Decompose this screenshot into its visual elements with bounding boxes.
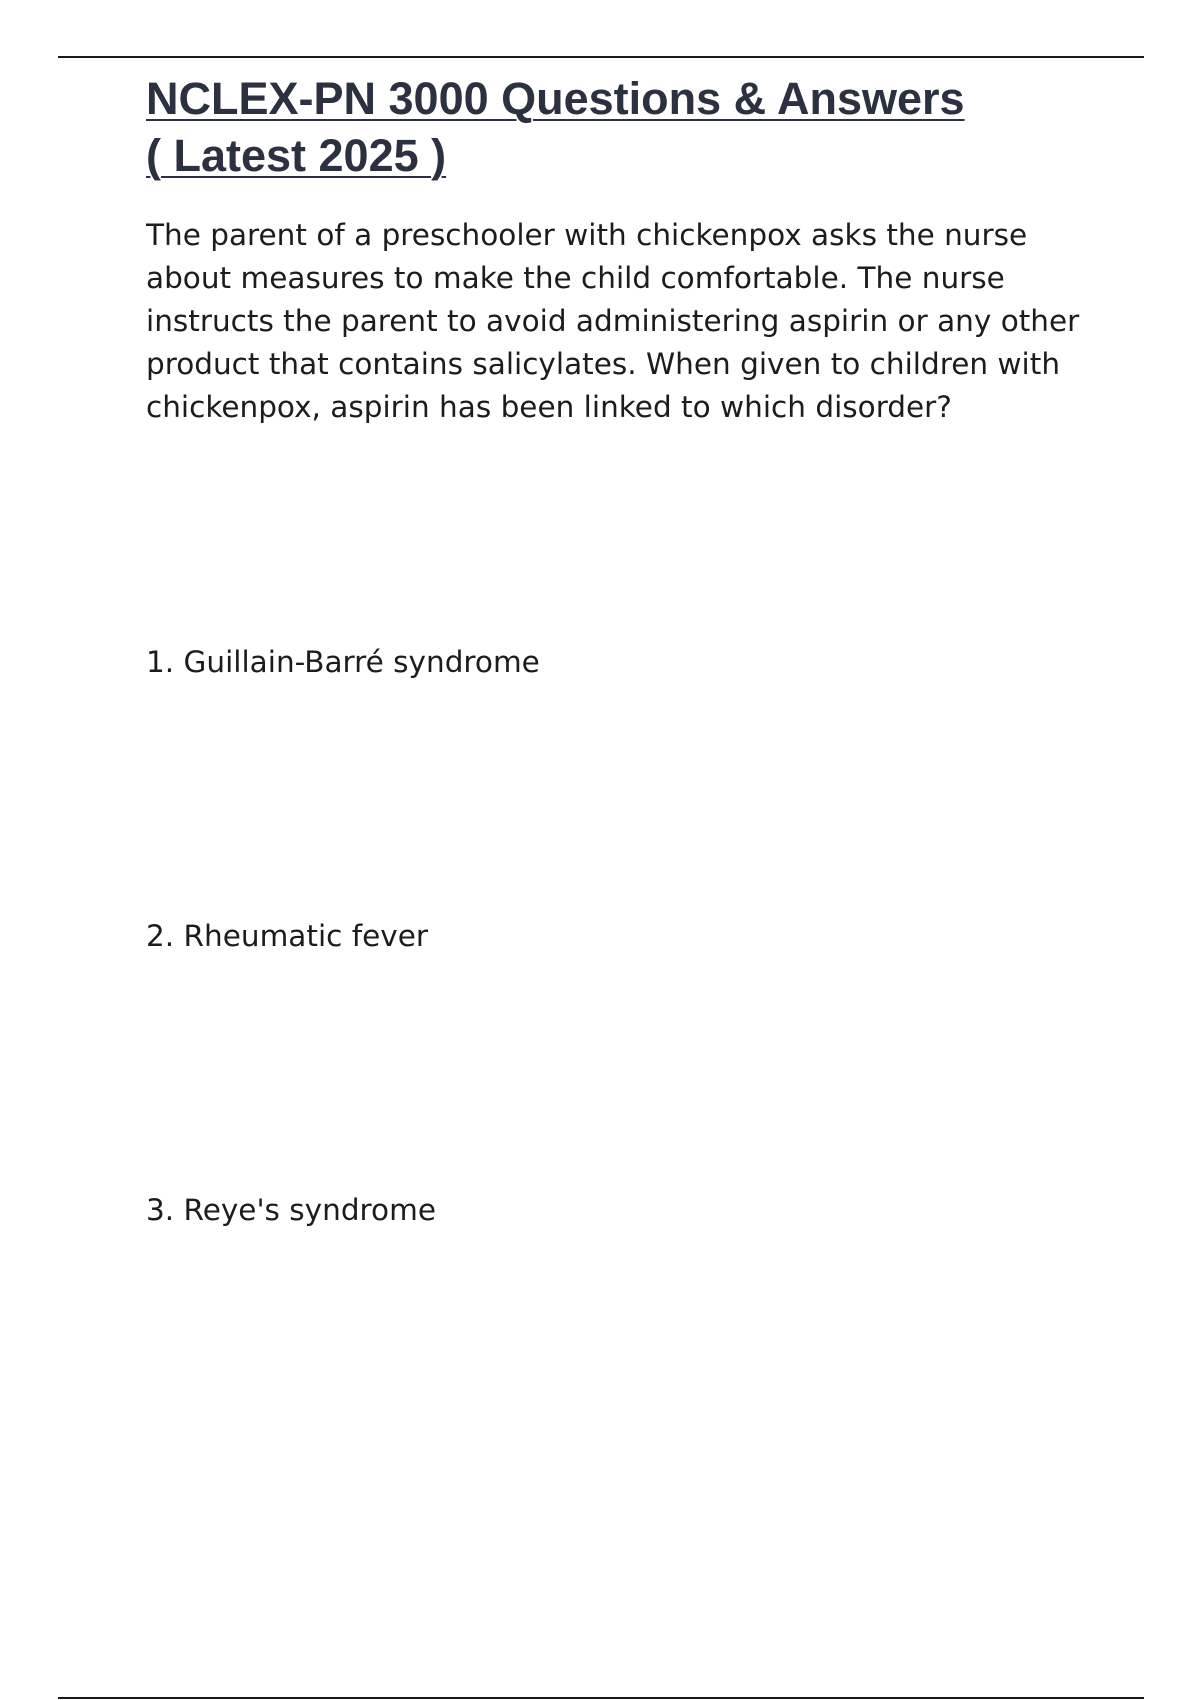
answer-option-3: 3. Reye's syndrome [146,1193,436,1227]
document-title [146,70,1106,184]
answer-option-2: 2. Rheumatic fever [146,919,429,953]
page-content [146,70,1106,1227]
question-text: The parent of a preschooler with chickenpox asks the nurse about measures to make the child comfortable. The nurse instructs the parent to avoid administering aspirin or any other product that contains salicylates. When given to children with chickenpox, aspirin has been linked to which disorder? [146,218,1080,424]
top-divider [58,56,1144,58]
title-line-2: ( Latest 2025 ) [146,130,447,181]
bottom-divider [58,1697,1144,1699]
answer-option-1: 1. Guillain-Barré syndrome [146,645,540,679]
title-line-1: NCLEX-PN 3000 Questions & Answers [146,73,965,124]
